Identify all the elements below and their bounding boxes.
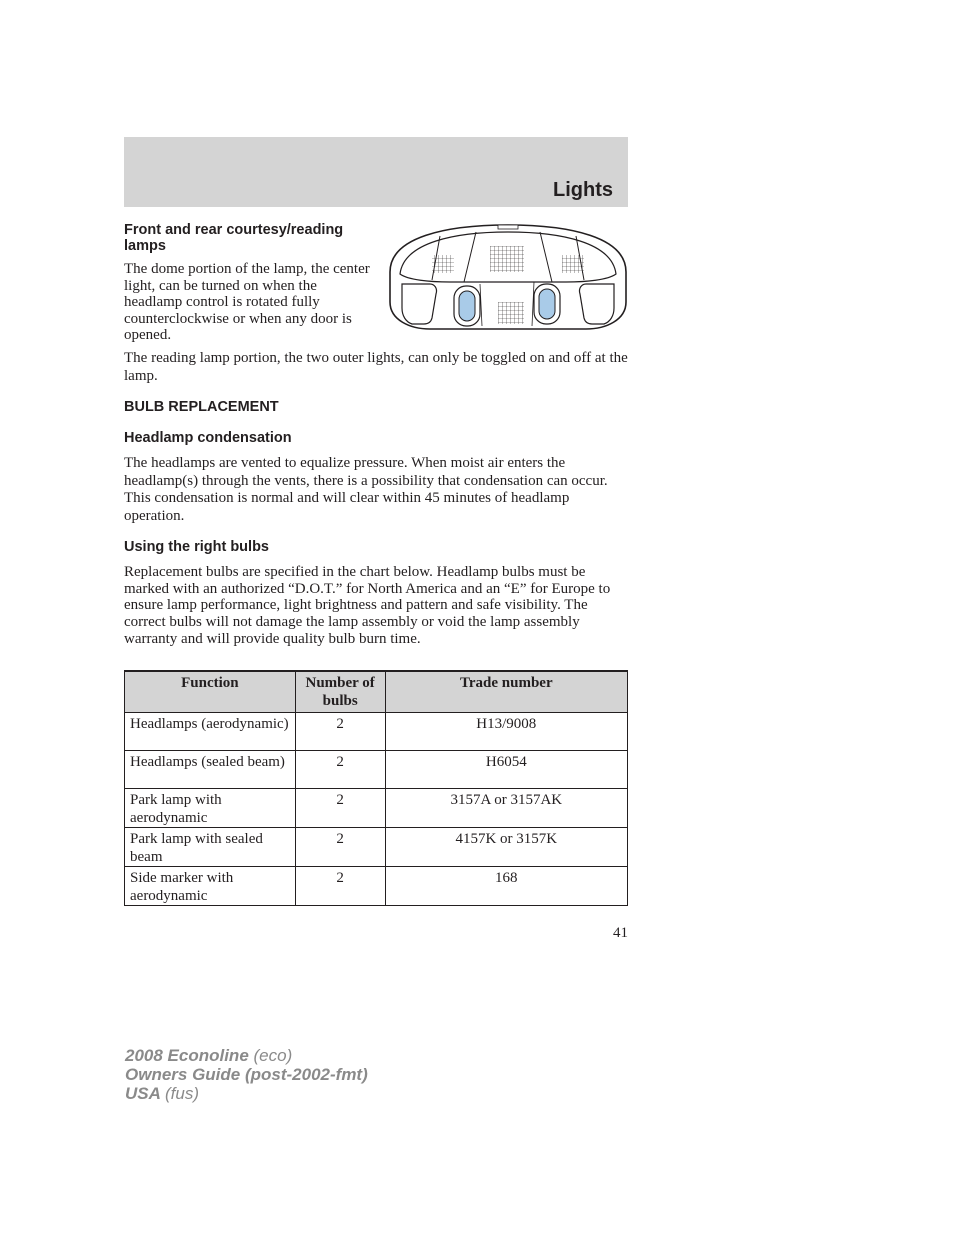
- footer-market-name: USA: [125, 1084, 161, 1103]
- footer-model-name: 2008 Econoline: [125, 1046, 249, 1065]
- footer-model-code: (eco): [253, 1046, 293, 1065]
- table-row: [125, 789, 628, 828]
- bulb-count-cell: 2: [295, 828, 385, 867]
- courtesy-lamps-paragraph-1: The dome portion of the lamp, the center light, can be turned on when the headlamp control is rotated fully counterclockwise or when any door is opened.: [124, 261, 370, 343]
- footer-line-market: [125, 1084, 368, 1103]
- function-cell: Headlamps (sealed beam): [125, 751, 296, 789]
- section-title: Lights: [553, 179, 613, 201]
- right-bulbs-heading: Using the right bulbs: [124, 539, 269, 555]
- bulb-replacement-heading: BULB REPLACEMENT: [124, 399, 279, 415]
- document-footer: [125, 1046, 368, 1103]
- headlamp-condensation-paragraph: The headlamps are vented to equalize pressure. When moist air enters the headlamp(s) through the vents, there is a possibility that condensation can occur. This condensation is normal and will clear within 45 minutes of headlamp operation.: [124, 455, 608, 524]
- footer-line-guide: Owners Guide (post-2002-fmt): [125, 1065, 368, 1084]
- function-cell: Side marker with aerodynamic: [125, 867, 296, 906]
- bulb-count-cell: 2: [295, 713, 385, 751]
- table-row: [125, 751, 628, 789]
- bulb-count-cell: 2: [295, 751, 385, 789]
- courtesy-lamps-heading: Front and rear courtesy/reading lamps: [124, 222, 344, 254]
- function-cell: Park lamp with aerodynamic: [125, 789, 296, 828]
- right-bulbs-paragraph: Replacement bulbs are specified in the chart below. Headlamp bulbs must be marked with an authorized “D.O.T.” for North America and an “E” for Europe to ensure lamp performance, light brightness and pattern and safe visibility. The correct bulbs will not damage the lamp assembly or void the lamp assembly warranty and will provide quality bulb burn time.: [124, 564, 611, 647]
- footer-line-model: [125, 1046, 368, 1065]
- trade-number-cell: 3157A or 3157AK: [385, 789, 627, 828]
- column-header-trade-number: Trade number: [385, 671, 627, 713]
- column-header-number-of-bulbs: Number of bulbs: [295, 671, 385, 713]
- bulb-count-cell: 2: [295, 867, 385, 906]
- bulb-specification-table: [124, 670, 628, 906]
- overhead-lamp-illustration: [386, 222, 630, 332]
- column-header-function: Function: [125, 671, 296, 713]
- table-row: [125, 867, 628, 906]
- trade-number-cell: 4157K or 3157K: [385, 828, 627, 867]
- section-header-band: [124, 137, 628, 207]
- courtesy-lamps-paragraph-2: The reading lamp portion, the two outer lights, can only be toggled on and off at the lamp.: [124, 350, 628, 384]
- trade-number-cell: H13/9008: [385, 713, 627, 751]
- function-cell: Park lamp with sealed beam: [125, 828, 296, 867]
- trade-number-cell: 168: [385, 867, 627, 906]
- table-header-row: [125, 671, 628, 713]
- page-number: 41: [613, 925, 628, 941]
- trade-number-cell: H6054: [385, 751, 627, 789]
- function-cell: Headlamps (aerodynamic): [125, 713, 296, 751]
- bulb-count-cell: 2: [295, 789, 385, 828]
- headlamp-condensation-heading: Headlamp condensation: [124, 430, 292, 446]
- footer-market-code: (fus): [165, 1084, 199, 1103]
- table-row: [125, 828, 628, 867]
- table-row: [125, 713, 628, 751]
